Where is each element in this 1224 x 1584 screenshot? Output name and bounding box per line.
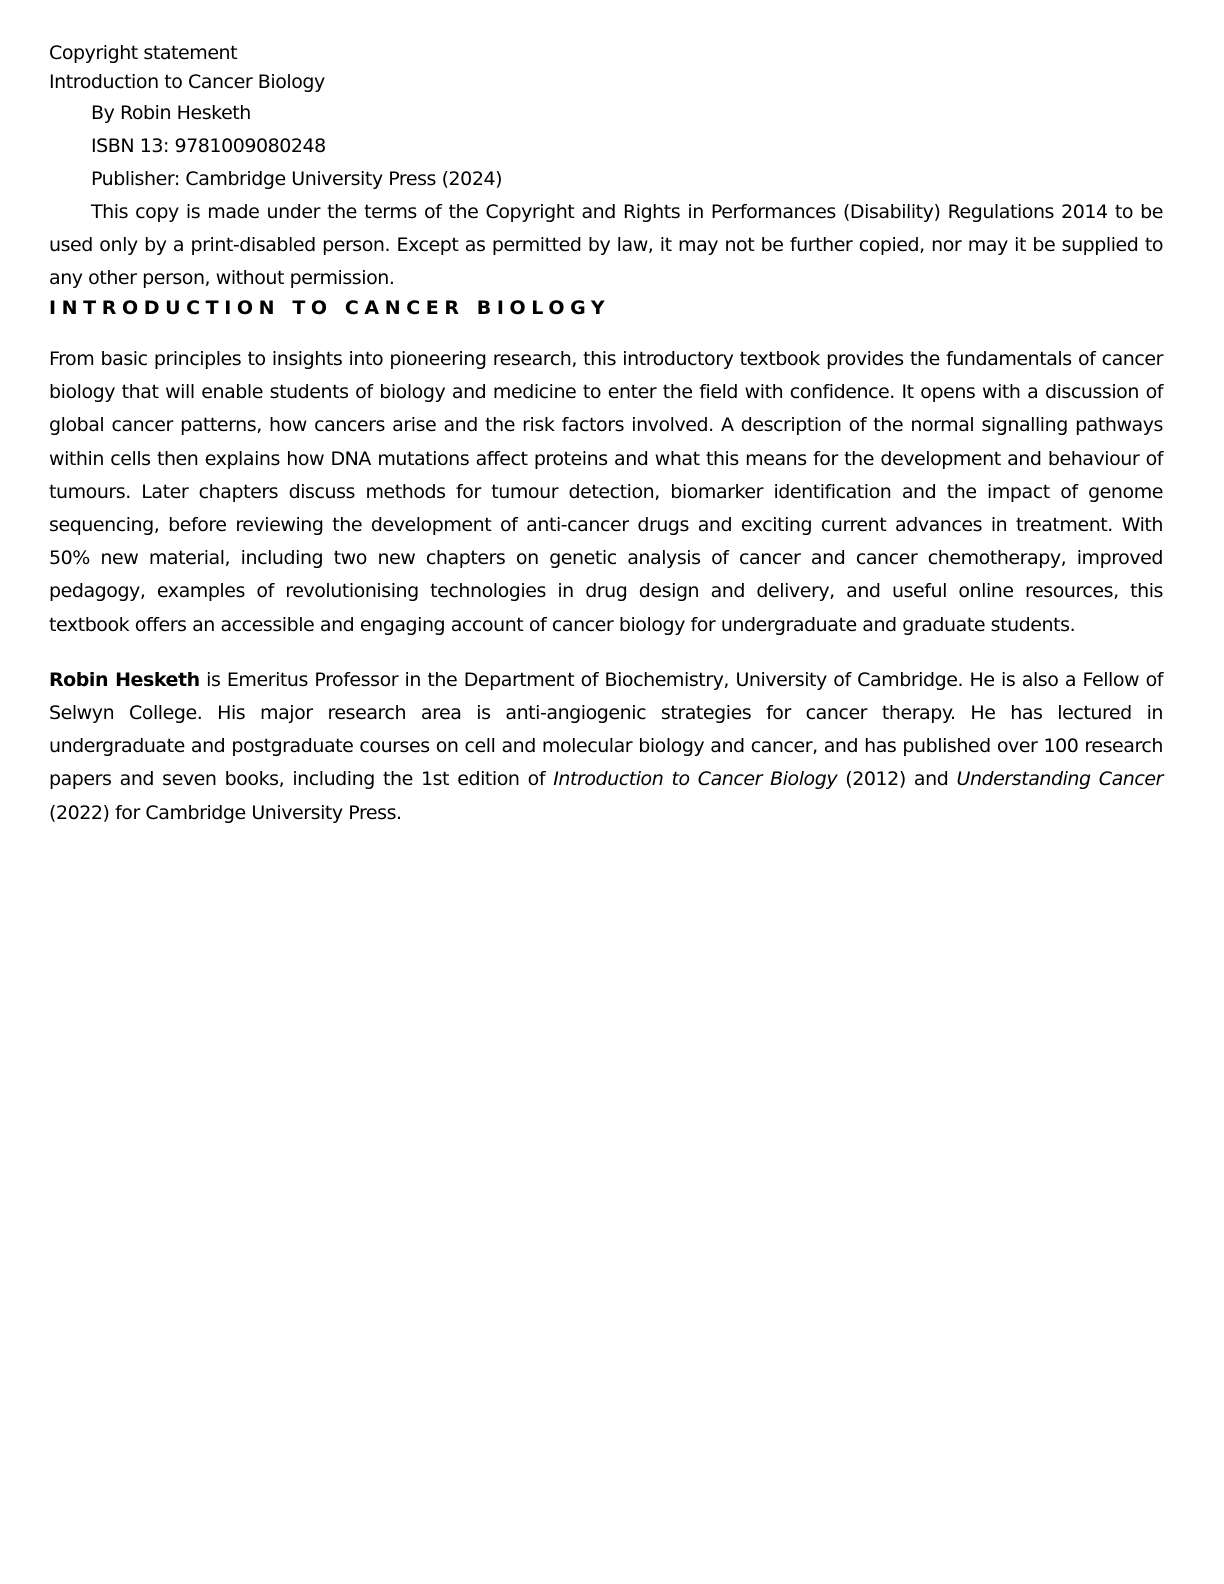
author-name: Robin Hesketh <box>49 668 200 691</box>
bio-book-title-1: Introduction to Cancer Biology <box>553 768 838 791</box>
book-description: From basic principles to insights into pioneering research, this introductory textbook provides the fundamentals of cancer biology that will enable students of biology and medicine to enter the field with confidence. It opens with a discussion of global cancer patterns, how cancers arise and the risk factors involved. A description of the normal signalling pathways within cells then explains how DNA mutations affect proteins and what this means for the development and behaviour of tumours. Later chapters discuss methods for tumour detection, biomarker identification and the impact of genome sequencing, before reviewing the development of anti-cancer drugs and exciting current advances in treatment. With 50% new material, including two new chapters on genetic analysis of cancer and cancer chemotherapy, improved pedagogy, examples of revolutionising technologies in drug design and delivery, and useful online resources, this textbook offers an accessible and engaging account of cancer biology for undergraduate and graduate students. <box>49 348 1163 636</box>
copyright-notice: This copy is made under the terms of the Copyright and Rights in Performances (Disability) Regulations 2014 to be used only by a print-disabled person. Except as permitted by law, it may not be further copied, nor may it be supplied to any other person, without permission. <box>49 201 1163 289</box>
author-biography <box>49 664 1163 830</box>
page-title: INTRODUCTION TO CANCER BIOLOGY <box>49 297 611 319</box>
document-page <box>49 39 1163 852</box>
publisher-line: Publisher: Cambridge University Press (2024) <box>91 168 503 190</box>
bio-text-2: (2012) and <box>837 768 957 791</box>
bio-text-1: is Emeritus Professor in the Department of Biochemistry, University of Cambridge. He is also a Fellow of Selwyn College. His major research area is anti-angiogenic strategies for cancer therapy. He has lectured in undergraduate and postgraduate courses on cell and molecular biology and cancer, and has published over 100 research papers and seven books, including the 1st edition of <box>49 668 1163 791</box>
isbn-line: ISBN 13: 9781009080248 <box>91 135 326 157</box>
bio-text-3: (2022) for Cambridge University Press. <box>49 801 402 824</box>
bio-book-title-2: Understanding Cancer <box>956 768 1163 791</box>
book-title-line: Introduction to Cancer Biology <box>49 71 325 93</box>
copyright-statement-label: Copyright statement <box>49 42 238 64</box>
author-line: By Robin Hesketh <box>91 102 251 124</box>
